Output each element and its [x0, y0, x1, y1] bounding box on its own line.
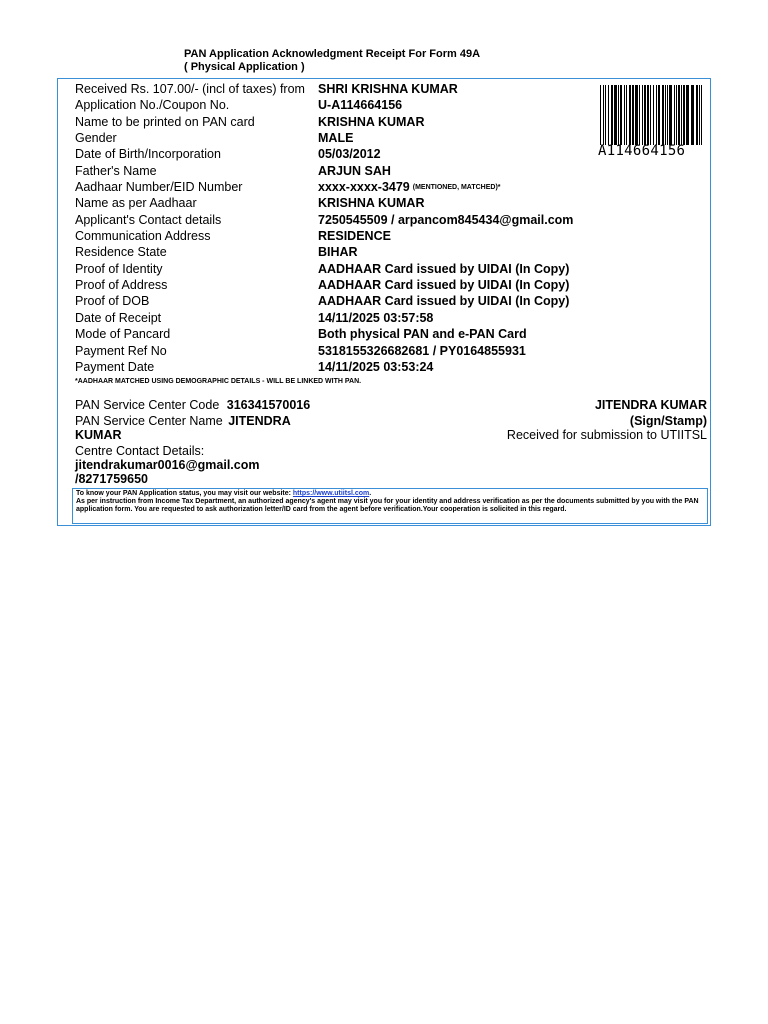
- barcode-bar: [608, 85, 609, 145]
- detail-label: Proof of Identity: [75, 261, 163, 276]
- detail-value-text: RESIDENCE: [318, 229, 391, 244]
- barcode-bar: [662, 85, 664, 145]
- barcode-bar: [614, 85, 617, 145]
- service-code-line: [75, 398, 310, 412]
- barcode-bar: [624, 85, 625, 145]
- detail-label: Name as per Aadhaar: [75, 196, 197, 211]
- detail-row: [75, 212, 595, 228]
- info-box: [72, 488, 708, 524]
- detail-value-text: 7250545509 / arpancom845434@gmail.com: [318, 212, 574, 227]
- barcode-bar: [635, 85, 638, 145]
- received-for-submission: Received for submission to UTIITSL: [506, 428, 707, 442]
- detail-value-text: SHRI KRISHNA KUMAR: [318, 82, 458, 96]
- status-info-line: [76, 490, 704, 498]
- service-name-line: [75, 414, 291, 428]
- detail-row: [75, 228, 595, 244]
- detail-label: Date of Birth/Incorporation: [75, 147, 221, 162]
- service-name-value-1: JITENDRA: [228, 414, 291, 428]
- barcode-bar: [653, 85, 654, 145]
- barcode-bar: [611, 85, 613, 145]
- detail-value: [318, 114, 424, 130]
- detail-value-text: AADHAAR Card issued by UIDAI (In Copy): [318, 261, 570, 276]
- detail-row: [75, 261, 595, 277]
- status-info-text: To know your PAN Application status, you may visit our website:: [76, 490, 293, 497]
- barcode-bar: [629, 85, 631, 145]
- receipt-header: [184, 48, 480, 74]
- detail-value-text: BIHAR: [318, 245, 358, 260]
- barcode-bar: [683, 85, 685, 145]
- detail-value-text: ARJUN SAH: [318, 163, 391, 178]
- detail-value: [318, 195, 424, 211]
- centre-contact-label: Centre Contact Details:: [75, 444, 205, 458]
- detail-label: Proof of DOB: [75, 294, 150, 309]
- barcode-bar: [620, 85, 622, 145]
- detail-value-text: AADHAAR Card issued by UIDAI (In Copy): [318, 278, 570, 293]
- contact-phone-value: /8271759650: [75, 472, 148, 486]
- centre-contact-email: [75, 458, 260, 472]
- barcode-bar: [639, 85, 640, 145]
- barcode-bar: [618, 85, 619, 145]
- barcode-bar: [656, 85, 657, 145]
- detail-value: [318, 212, 573, 228]
- barcode-bar: [605, 85, 606, 145]
- barcode-bar: [686, 85, 689, 145]
- detail-label: Application No./Coupon No.: [75, 98, 230, 113]
- barcode-text: A114664156: [598, 143, 686, 159]
- detail-value-text: 05/03/2012: [318, 147, 381, 162]
- detail-label: Communication Address: [75, 229, 211, 244]
- detail-label: Mode of Pancard: [75, 327, 171, 342]
- detail-value: [318, 359, 433, 375]
- detail-row: [75, 114, 595, 130]
- barcode-bar: [644, 85, 646, 145]
- detail-value: [318, 343, 526, 359]
- detail-value-text: KRISHNA KUMAR: [318, 114, 425, 129]
- utiitsl-link[interactable]: https://www.utiitsl.com: [292, 490, 370, 497]
- detail-value-text: 5318155326682681 / PY0164855931: [318, 343, 526, 358]
- detail-value-text: 14/11/2025 03:57:58: [318, 310, 434, 325]
- aadhaar-note: *AADHAAR MATCHED USING DEMOGRAPHIC DETAILS - WILL BE LINKED WITH PAN.: [75, 378, 362, 385]
- detail-row: [75, 310, 595, 326]
- detail-value: [318, 326, 527, 342]
- detail-label: Aadhaar Number/EID Number: [75, 180, 243, 195]
- detail-value: [318, 179, 501, 195]
- detail-row: [75, 163, 595, 179]
- detail-value-text: xxxx-xxxx-3479: [318, 180, 410, 195]
- detail-value-text: Both physical PAN and e-PAN Card: [318, 327, 527, 342]
- detail-row: [75, 179, 595, 195]
- detail-value: [318, 130, 353, 146]
- detail-row: [75, 326, 595, 342]
- barcode-bar: [669, 85, 672, 145]
- detail-label: Gender: [75, 131, 117, 146]
- contact-email-value: jitendrakumar0016@gmail.com: [75, 458, 260, 472]
- signatory-name: JITENDRA KUMAR: [594, 398, 707, 412]
- barcode-bar: [642, 85, 643, 145]
- barcode-bar: [699, 85, 700, 145]
- barcode-bar: [600, 85, 601, 145]
- sign-stamp: (Sign/Stamp): [629, 414, 707, 428]
- detail-label: Father's Name: [75, 163, 157, 178]
- service-name-line-2: [75, 428, 122, 442]
- barcode-bar: [701, 85, 702, 145]
- barcode-bar: [603, 85, 604, 145]
- detail-row: [75, 146, 595, 162]
- detail-row: [75, 293, 595, 309]
- status-info-suffix: .: [369, 490, 372, 497]
- detail-row: [75, 277, 595, 293]
- detail-value: [318, 310, 433, 326]
- service-code-value: 316341570016: [226, 398, 311, 412]
- detail-row: [75, 130, 595, 146]
- barcode-bar: [674, 85, 675, 145]
- detail-label: Date of Receipt: [75, 310, 162, 325]
- detail-label: Received Rs. 107.00/- (incl of taxes) from: [75, 82, 305, 96]
- detail-value: [318, 81, 458, 97]
- detail-label: Payment Date: [75, 359, 155, 374]
- detail-row: [75, 81, 595, 97]
- detail-value-text: KRISHNA KUMAR: [318, 196, 425, 211]
- detail-row: [75, 359, 595, 375]
- barcode-bar: [632, 85, 634, 145]
- detail-row: [75, 195, 595, 211]
- detail-label: Residence State: [75, 245, 167, 260]
- receipt-subtitle: ( Physical Application ): [184, 61, 305, 73]
- detail-value: [318, 163, 391, 179]
- detail-value: [318, 244, 358, 260]
- detail-label: Payment Ref No: [75, 343, 167, 358]
- receipt-details: [75, 81, 595, 375]
- detail-label: Applicant's Contact details: [75, 212, 222, 227]
- barcode-bar: [676, 85, 677, 145]
- barcode-bar: [691, 85, 694, 145]
- barcode-bar: [650, 85, 651, 145]
- detail-value: [318, 97, 402, 113]
- barcode-bar: [696, 85, 698, 145]
- detail-label: Name to be printed on PAN card: [75, 114, 255, 129]
- detail-row: [75, 97, 595, 113]
- service-name-label: PAN Service Center Name: [75, 414, 223, 428]
- detail-value: [318, 293, 569, 309]
- service-code-label: PAN Service Center Code: [75, 398, 220, 412]
- detail-row: [75, 343, 595, 359]
- detail-value-text: MALE: [318, 131, 354, 146]
- receipt-title: PAN Application Acknowledgment Receipt For Form 49A: [184, 48, 481, 60]
- detail-value-text: AADHAAR Card issued by UIDAI (In Copy): [318, 294, 570, 309]
- barcode-bar: [678, 85, 680, 145]
- barcode: [600, 85, 703, 145]
- detail-value: [318, 261, 569, 277]
- detail-value-note: (MENTIONED, MATCHED)*: [412, 183, 501, 191]
- centre-contact-phone: [75, 472, 148, 486]
- barcode-bar: [667, 85, 668, 145]
- detail-value: [318, 277, 569, 293]
- service-name-value-2: KUMAR: [75, 428, 122, 442]
- detail-value-text: 14/11/2025 03:53:24: [318, 359, 434, 374]
- barcode-bar: [681, 85, 682, 145]
- detail-value: [318, 146, 381, 162]
- detail-value-text: U-A114664156: [318, 98, 403, 113]
- detail-row: [75, 244, 595, 260]
- barcode-bar: [626, 85, 627, 145]
- barcode-bar: [647, 85, 649, 145]
- verification-info-text: As per instruction from Income Tax Department, an authorized agency's agent may visit you for your identity and address verification as per the documents submitted by you with the PAN application form. You are requested to ask authorization letter/ID card from the agent before verification.Your cooperation is solicited in this regard.: [76, 498, 699, 513]
- detail-value: [318, 228, 391, 244]
- detail-label: Proof of Address: [75, 278, 168, 293]
- barcode-bar: [658, 85, 660, 145]
- barcode-bar: [665, 85, 666, 145]
